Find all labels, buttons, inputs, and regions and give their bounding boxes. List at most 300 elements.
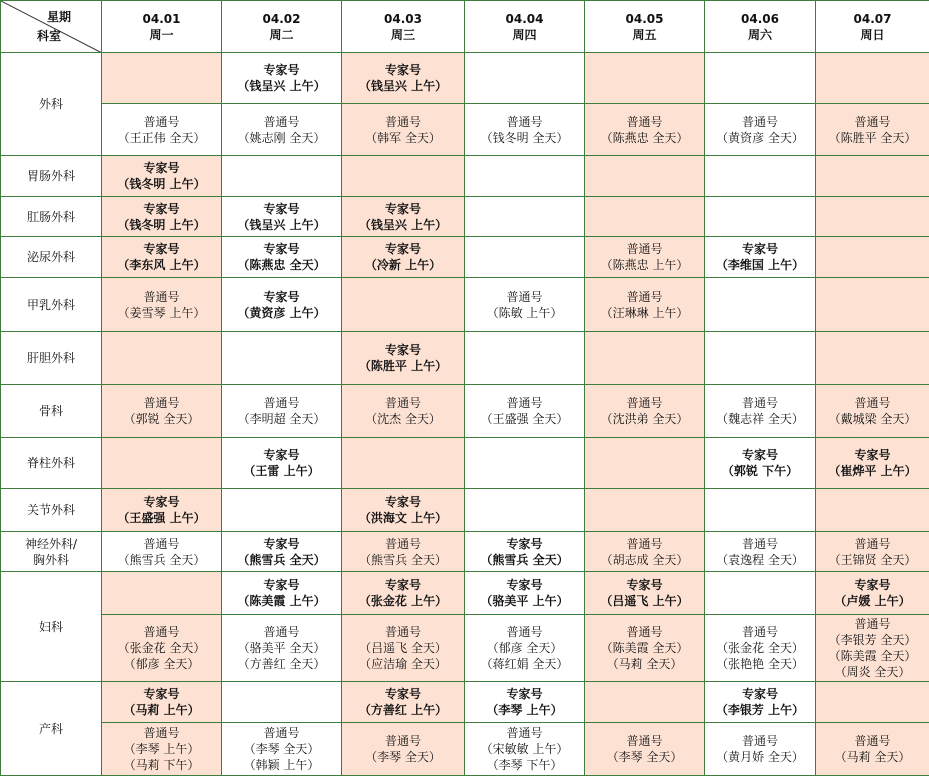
department-name-line: 甲乳外科: [26, 297, 75, 312]
schedule-cell: [585, 682, 705, 723]
schedule-cell: [102, 104, 222, 156]
department-name: [1, 278, 102, 332]
schedule-cell: [585, 237, 705, 278]
department-name: [1, 385, 102, 438]
slot-type-label: 普通号: [384, 114, 421, 129]
doctor-shift: （熊雪兵 全天）: [117, 552, 206, 567]
schedule-cell: [585, 278, 705, 332]
schedule-cell: [585, 532, 705, 572]
schedule-cell: [465, 615, 585, 682]
expert-slot: [465, 686, 584, 718]
day-header-04.03: [342, 1, 465, 53]
schedule-cell: [705, 723, 816, 776]
doctor-shift: （姚志刚 全天）: [237, 130, 326, 145]
schedule-row: [1, 104, 929, 156]
day-weekday: 周六: [747, 27, 772, 42]
normal-slot: [102, 725, 221, 773]
schedule-cell: [102, 532, 222, 572]
schedule-cell: [465, 156, 585, 197]
expert-slot: [342, 201, 464, 233]
schedule-cell: [222, 723, 342, 776]
schedule-cell: [705, 572, 816, 615]
slot-type-label: 普通号: [626, 396, 663, 410]
slot-type-label: 普通号: [384, 734, 421, 748]
doctor-shift: （汪琳琳 上午）: [600, 305, 689, 320]
schedule-cell: [102, 332, 222, 385]
doctor-shift: （姜雪琴 上午）: [117, 305, 206, 320]
schedule-row: [1, 156, 929, 197]
expert-slot: [342, 577, 464, 609]
schedule-cell: [465, 53, 585, 104]
doctor-shift: （马莉 全天）: [834, 750, 911, 764]
normal-slot: [816, 395, 929, 427]
doctor-shift: （黄资彦 全天）: [716, 130, 804, 145]
normal-slot: [342, 733, 464, 765]
day-header-04.06: [705, 1, 816, 53]
schedule-row: [1, 385, 929, 438]
doctor-shift: （洪海文 上午）: [358, 511, 448, 525]
schedule-cell: [585, 332, 705, 385]
expert-slot: [102, 241, 221, 273]
day-weekday: 周日: [860, 27, 885, 42]
expert-slot: [342, 494, 464, 526]
slot-type-label: 普通号: [263, 114, 300, 129]
schedule-cell: [342, 572, 465, 615]
day-header-04.02: [222, 1, 342, 53]
department-name-line: 肛肠外科: [26, 209, 75, 224]
normal-slot: [222, 725, 341, 773]
schedule-cell: [102, 615, 222, 682]
slot-type-label: 普通号: [143, 726, 180, 740]
schedule-cell: [222, 489, 342, 532]
slot-type-label: 普通号: [741, 396, 778, 410]
slot-type-label: 普通号: [506, 625, 543, 639]
schedule-cell: [585, 438, 705, 489]
schedule-cell: [585, 489, 705, 532]
slot-type-label: 专家号: [506, 536, 543, 551]
slot-type-label: 专家号: [143, 242, 180, 256]
slot-type-label: 普通号: [741, 536, 778, 551]
schedule-cell: [816, 615, 929, 682]
schedule-cell: [705, 532, 816, 572]
slot-type-label: 普通号: [384, 625, 421, 639]
schedule-row: [1, 438, 929, 489]
schedule-cell: [705, 278, 816, 332]
schedule-row: [1, 332, 929, 385]
schedule-cell: [705, 438, 816, 489]
schedule-cell: [816, 156, 929, 197]
department-name-line: 肝胆外科: [26, 351, 75, 365]
schedule-row: [1, 723, 929, 776]
doctor-shift: （陈美霞 全天）: [828, 649, 917, 663]
doctor-shift: （郭锐 全天）: [123, 412, 200, 426]
doctor-shift: （黄月娇 全天）: [716, 750, 804, 764]
expert-slot: [705, 241, 815, 273]
normal-slot: [102, 395, 221, 427]
slot-type-label: 普通号: [143, 114, 180, 129]
doctor-shift: （吕遥飞 上午）: [600, 594, 689, 608]
schedule-cell: [102, 489, 222, 532]
expert-slot: [102, 160, 221, 192]
day-weekday: 周二: [269, 27, 294, 42]
schedule-cell: [102, 385, 222, 438]
schedule-cell: [816, 332, 929, 385]
normal-slot: [222, 395, 341, 427]
day-date: 04.02: [262, 11, 301, 26]
doctor-shift: （王正伟 全天）: [117, 130, 206, 145]
schedule-cell: [102, 723, 222, 776]
slot-type-label: 普通号: [384, 536, 421, 551]
slot-type-label: 专家号: [854, 578, 891, 592]
schedule-cell: [705, 332, 816, 385]
slot-type-label: 普通号: [384, 396, 421, 410]
doctor-shift: （戴城梁 全天）: [828, 412, 917, 426]
schedule-cell: [465, 237, 585, 278]
normal-slot: [465, 725, 584, 773]
schedule-cell: [816, 53, 929, 104]
expert-slot: [102, 494, 221, 526]
schedule-cell: [585, 385, 705, 438]
day-weekday: 周五: [632, 27, 657, 42]
slot-type-label: 普通号: [854, 536, 891, 551]
doctor-shift: （骆美平 上午）: [480, 594, 569, 608]
schedule-row: [1, 615, 929, 682]
doctor-shift: （马莉 下午）: [123, 758, 200, 772]
day-header-04.01: [102, 1, 222, 53]
doctor-shift: （熊雪兵 全天）: [480, 552, 569, 567]
slot-type-label: 专家号: [626, 578, 663, 592]
schedule-cell: [816, 532, 929, 572]
schedule-cell: [705, 237, 816, 278]
schedule-cell: [342, 723, 465, 776]
schedule-cell: [102, 53, 222, 104]
schedule-cell: [342, 682, 465, 723]
doctor-shift: （陈燕忠 全天）: [237, 258, 326, 272]
normal-slot: [342, 624, 464, 672]
schedule-cell: [705, 197, 816, 237]
schedule-row: [1, 278, 929, 332]
slot-type-label: 专家号: [384, 687, 421, 701]
schedule-cell: [816, 723, 929, 776]
doctor-shift: （陈燕忠 上午）: [600, 258, 689, 272]
normal-slot: [102, 289, 221, 321]
doctor-shift: （熊雪兵 全天）: [237, 552, 326, 567]
normal-slot: [816, 536, 929, 568]
schedule-cell: [465, 197, 585, 237]
slot-type-label: 专家号: [506, 687, 543, 701]
department-name: [1, 438, 102, 489]
doctor-shift: （王锦贤 全天）: [828, 552, 917, 567]
schedule-cell: [342, 532, 465, 572]
normal-slot: [465, 624, 584, 672]
department-name-line: 骨科: [38, 404, 63, 418]
schedule-cell: [342, 156, 465, 197]
department-name-line: 神经外科/: [24, 536, 78, 551]
weekday-corner-label: 星期: [46, 10, 71, 24]
normal-slot: [342, 114, 464, 146]
schedule-row: [1, 489, 929, 532]
department-name-line: 脊柱外科: [26, 456, 75, 470]
day-date: 04.01: [142, 11, 181, 26]
doctor-shift: （李琴 全天）: [365, 750, 441, 764]
expert-slot: [342, 62, 464, 94]
slot-type-label: 普通号: [626, 734, 663, 748]
slot-type-label: 普通号: [626, 242, 663, 256]
doctor-shift: （马莉 全天）: [606, 657, 683, 671]
schedule-cell: [102, 278, 222, 332]
schedule-row: [1, 532, 929, 572]
doctor-shift: （韩军 全天）: [365, 130, 441, 145]
schedule-cell: [465, 489, 585, 532]
doctor-shift: （郁彦 全天）: [123, 657, 200, 671]
expert-slot: [816, 447, 929, 479]
slot-type-label: 专家号: [263, 448, 300, 462]
schedule-cell: [816, 489, 929, 532]
schedule-cell: [705, 385, 816, 438]
day-weekday: 周一: [149, 27, 174, 42]
schedule-cell: [816, 237, 929, 278]
doctor-shift: （冷新 上午）: [364, 258, 442, 272]
department-corner-label: 科室: [37, 29, 62, 43]
doctor-shift: （熊雪兵 全天）: [359, 552, 447, 567]
schedule-cell: [102, 682, 222, 723]
slot-type-label: 普通号: [741, 114, 778, 129]
expert-slot: [102, 686, 221, 718]
doctor-shift: （蒋红娟 全天）: [480, 657, 569, 671]
department-name-line: 泌尿外科: [26, 250, 75, 264]
slot-type-label: 专家号: [143, 687, 180, 701]
slot-type-label: 普通号: [854, 617, 891, 631]
doctor-shift: （张金花 上午）: [358, 594, 448, 608]
doctor-shift: （陈胜平 上午）: [358, 359, 448, 373]
schedule-cell: [342, 237, 465, 278]
schedule-cell: [102, 156, 222, 197]
doctor-shift: （方善红 全天）: [237, 657, 326, 671]
schedule-cell: [342, 197, 465, 237]
doctor-shift: （沈洪弟 全天）: [600, 412, 689, 426]
doctor-shift: （卢媛 上午）: [834, 594, 911, 608]
normal-slot: [705, 733, 815, 765]
normal-slot: [816, 114, 929, 146]
slot-type-label: 普通号: [626, 289, 663, 304]
schedule-row: [1, 572, 929, 615]
slot-type-label: 专家号: [741, 448, 778, 462]
doctor-shift: （李琴 上午）: [123, 742, 200, 756]
expert-slot: [816, 577, 929, 609]
doctor-shift: （李明超 全天）: [237, 412, 326, 426]
normal-slot: [585, 241, 704, 273]
day-header-04.04: [465, 1, 585, 53]
schedule-cell: [222, 572, 342, 615]
normal-slot: [102, 114, 221, 146]
doctor-shift: （王盛强 上午）: [117, 511, 206, 525]
schedule-cell: [465, 572, 585, 615]
doctor-shift: （张金花 全天）: [716, 641, 804, 655]
corner-cell: [1, 1, 102, 53]
schedule-cell: [585, 615, 705, 682]
schedule-cell: [585, 156, 705, 197]
department-name-line: 胃肠外科: [26, 169, 75, 183]
expert-slot: [585, 577, 704, 609]
day-header-04.07: [816, 1, 929, 53]
slot-type-label: 普通号: [854, 396, 891, 410]
schedule-cell: [102, 237, 222, 278]
day-date: 04.07: [853, 11, 892, 26]
schedule-cell: [816, 438, 929, 489]
schedule-cell: [222, 532, 342, 572]
schedule-row: [1, 53, 929, 104]
header-row: [1, 1, 929, 53]
department-name: [1, 237, 102, 278]
slot-type-label: 专家号: [263, 242, 300, 256]
expert-slot: [705, 686, 815, 718]
slot-type-label: 普通号: [741, 625, 778, 639]
expert-slot: [222, 201, 341, 233]
slot-type-label: 专家号: [384, 578, 421, 592]
schedule-cell: [222, 385, 342, 438]
doctor-shift: （钱冬明 上午）: [117, 217, 206, 232]
department-name: [1, 156, 102, 197]
schedule-cell: [222, 104, 342, 156]
doctor-shift: （李东风 上午）: [117, 258, 206, 272]
doctor-shift: （郁彦 全天）: [486, 641, 563, 655]
expert-slot: [102, 201, 221, 233]
doctor-shift: （钱呈兴 上午）: [358, 79, 448, 93]
day-date: 04.04: [505, 11, 544, 26]
schedule-cell: [816, 278, 929, 332]
doctor-shift: （沈杰 全天）: [365, 412, 441, 426]
doctor-shift: （李琴 全天）: [606, 750, 683, 764]
normal-slot: [705, 114, 815, 146]
doctor-shift: （钱冬明 上午）: [117, 177, 206, 191]
doctor-shift: （李琴 全天）: [243, 742, 320, 756]
schedule-cell: [585, 723, 705, 776]
doctor-shift: （吕遥飞 全天）: [359, 641, 447, 655]
slot-type-label: 专家号: [384, 242, 421, 256]
normal-slot: [222, 624, 341, 672]
schedule-cell: [465, 723, 585, 776]
schedule-cell: [342, 278, 465, 332]
slot-type-label: 普通号: [506, 396, 543, 410]
expert-slot: [465, 577, 584, 609]
schedule-cell: [705, 682, 816, 723]
slot-type-label: 普通号: [626, 114, 663, 129]
doctor-shift: （李琴 上午）: [486, 703, 563, 717]
normal-slot: [465, 395, 584, 427]
slot-type-label: 普通号: [626, 625, 663, 639]
department-name: [1, 197, 102, 237]
slot-type-label: 普通号: [143, 625, 180, 639]
normal-slot: [705, 624, 815, 672]
doctor-shift: （钱呈兴 上午）: [237, 217, 326, 232]
slot-type-label: 普通号: [143, 289, 180, 304]
doctor-shift: （应洁瑜 全天）: [359, 657, 447, 671]
schedule-cell: [465, 332, 585, 385]
department-name: [1, 532, 102, 572]
slot-type-label: 专家号: [263, 578, 300, 592]
normal-slot: [585, 289, 704, 321]
normal-slot: [342, 536, 464, 568]
normal-slot: [102, 624, 221, 672]
schedule-cell: [465, 278, 585, 332]
schedule-cell: [342, 438, 465, 489]
doctor-shift: （李琴 下午）: [486, 758, 563, 772]
normal-slot: [705, 536, 815, 568]
department-name-line: 产科: [38, 721, 63, 736]
expert-slot: [222, 241, 341, 273]
normal-slot: [816, 733, 929, 765]
department-name-line: 胸外科: [32, 552, 69, 567]
schedule-cell: [222, 438, 342, 489]
day-weekday: 周四: [512, 27, 537, 42]
schedule-cell: [342, 385, 465, 438]
doctor-shift: （崔烨平 上午）: [828, 464, 917, 478]
normal-slot: [816, 616, 929, 680]
slot-type-label: 专家号: [741, 242, 778, 256]
slot-type-label: 专家号: [741, 687, 778, 701]
expert-slot: [342, 241, 464, 273]
schedule-cell: [342, 615, 465, 682]
expert-slot: [342, 342, 464, 374]
schedule-row: [1, 197, 929, 237]
slot-type-label: 专家号: [854, 448, 891, 462]
schedule-cell: [585, 197, 705, 237]
expert-slot: [342, 686, 464, 718]
doctor-shift: （王盛强 全天）: [480, 412, 569, 426]
normal-slot: [585, 114, 704, 146]
slot-type-label: 专家号: [263, 201, 300, 216]
normal-slot: [465, 114, 584, 146]
department-name: [1, 332, 102, 385]
slot-type-label: 专家号: [263, 289, 300, 304]
slot-type-label: 专家号: [384, 63, 421, 77]
schedule-cell: [222, 278, 342, 332]
slot-type-label: 普通号: [506, 726, 543, 740]
normal-slot: [342, 395, 464, 427]
doctor-shift: （陈燕忠 全天）: [600, 130, 689, 145]
doctor-shift: （钱冬明 全天）: [480, 130, 569, 145]
doctor-shift: （魏志祥 全天）: [716, 412, 804, 426]
normal-slot: [465, 289, 584, 321]
schedule-cell: [222, 197, 342, 237]
doctor-shift: （陈美霞 上午）: [237, 594, 326, 608]
slot-type-label: 普通号: [854, 734, 891, 748]
schedule-cell: [222, 53, 342, 104]
slot-type-label: 普通号: [506, 114, 543, 129]
slot-type-label: 专家号: [263, 536, 300, 551]
slot-type-label: 专家号: [263, 63, 300, 77]
schedule-cell: [222, 156, 342, 197]
department-name: [1, 489, 102, 532]
doctor-shift: （马莉 上午）: [123, 703, 200, 717]
doctor-shift: （韩颖 上午）: [243, 758, 320, 772]
schedule-cell: [585, 104, 705, 156]
schedule-cell: [705, 53, 816, 104]
schedule-cell: [222, 237, 342, 278]
normal-slot: [585, 395, 704, 427]
doctor-shift: （郭锐 下午）: [721, 464, 799, 478]
schedule-cell: [705, 156, 816, 197]
schedule-row: [1, 237, 929, 278]
doctor-shift: （袁逸程 全天）: [716, 552, 804, 567]
slot-type-label: 普通号: [263, 726, 300, 740]
expert-slot: [222, 577, 341, 609]
day-weekday: 周三: [390, 27, 415, 42]
doctor-shift: （宋敏敏 上午）: [480, 742, 569, 756]
day-date: 04.05: [625, 11, 664, 26]
department-name-line: 外科: [38, 97, 63, 111]
normal-slot: [705, 395, 815, 427]
